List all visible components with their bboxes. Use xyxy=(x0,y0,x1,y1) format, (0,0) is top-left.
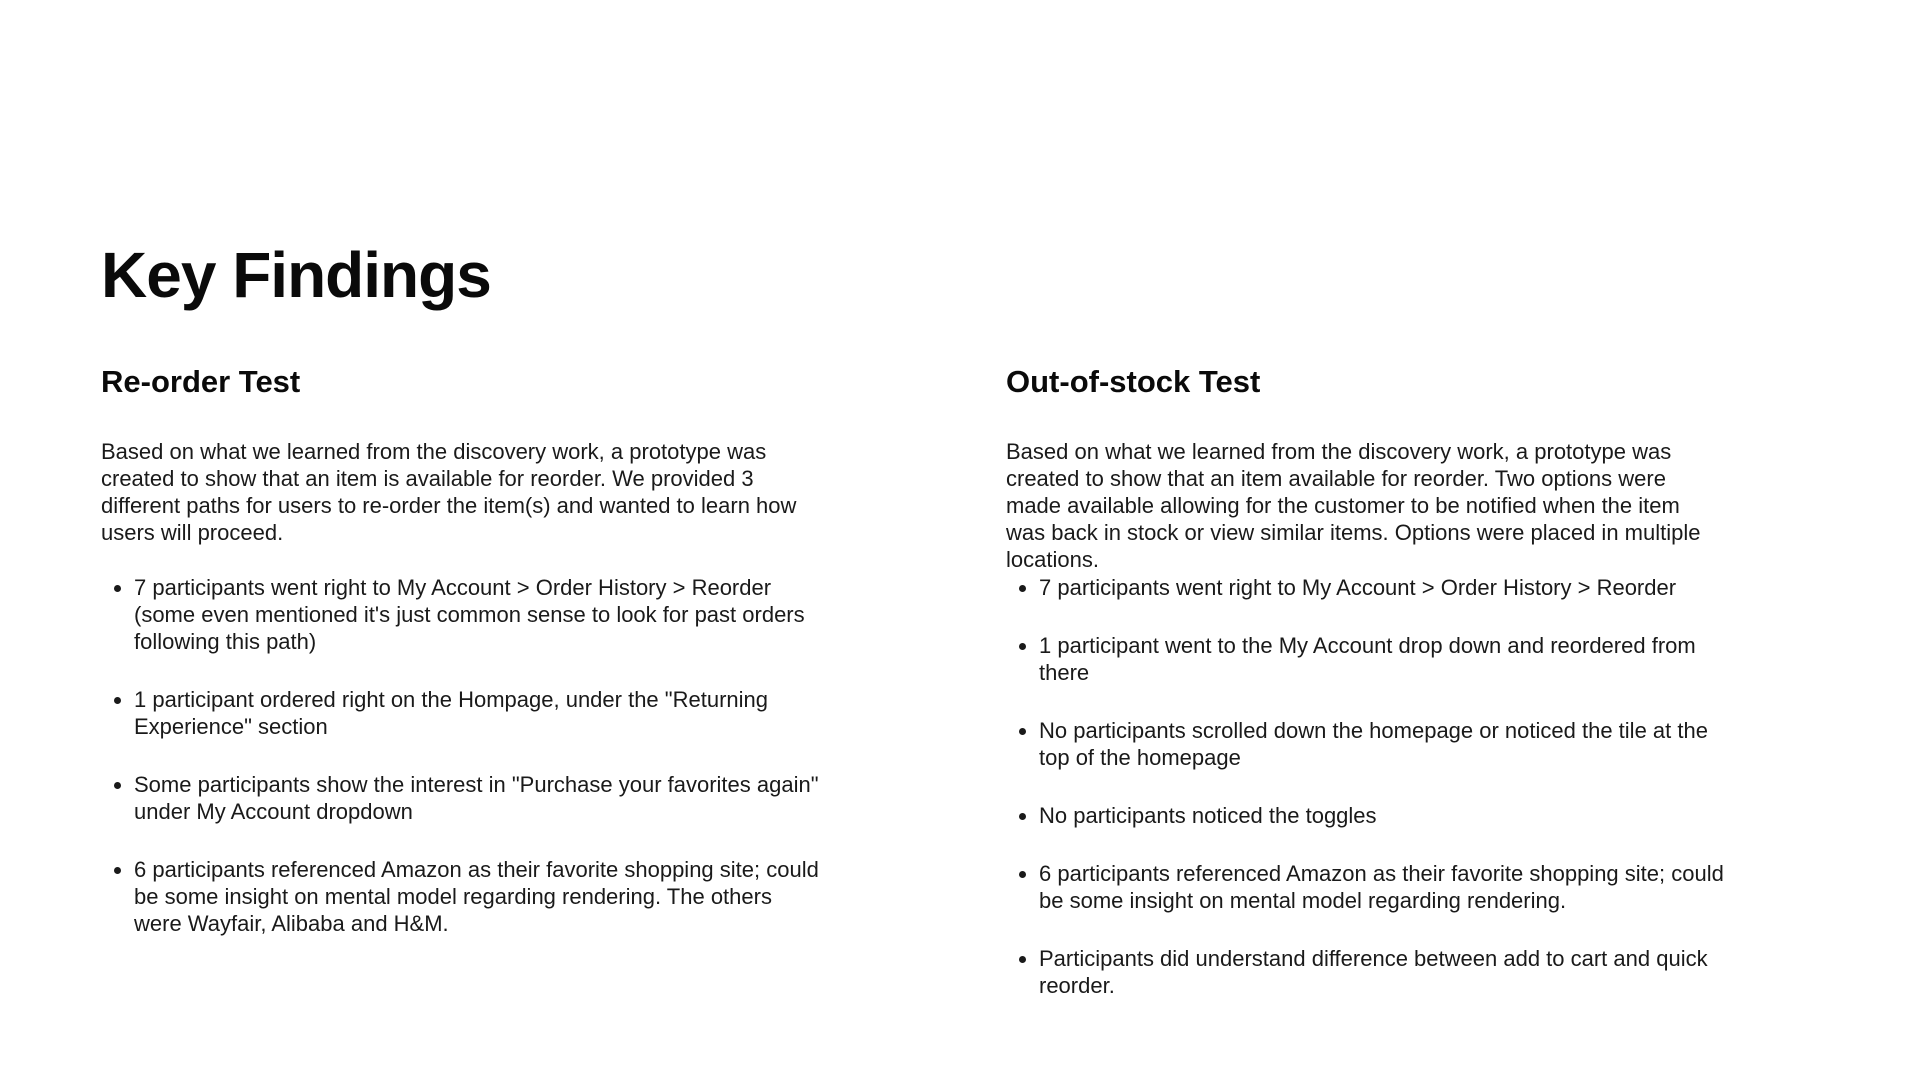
page-title: Key Findings xyxy=(101,239,491,311)
list-item: • 6 participants referenced Amazon as their favorite shopping site; could be some insight on mental model regarding rendering. xyxy=(1039,860,1729,914)
list-item: • Some participants show the interest in "Purchase your favorites again" under My Account dropdown xyxy=(134,771,824,825)
reorder-test-heading: Re-order Test xyxy=(101,364,301,399)
list-item: • No participants noticed the toggles xyxy=(1039,802,1729,829)
list-item: • 7 participants went right to My Account > Order History > Reorder xyxy=(1039,574,1729,601)
list-item: • 1 participant went to the My Account drop down and reordered from there xyxy=(1039,632,1729,686)
list-item: • No participants scrolled down the homepage or noticed the tile at the top of the homepage xyxy=(1039,717,1729,771)
out-of-stock-test-findings-list xyxy=(1006,574,1729,999)
reorder-test-section xyxy=(101,358,821,968)
list-item: • 1 participant ordered right on the Hompage, under the "Returning Experience" section xyxy=(134,686,824,740)
list-item: • 6 participants referenced Amazon as their favorite shopping site; could be some insight on mental model regarding rendering. The others were Wayfair, Alibaba and H&M. xyxy=(134,856,824,937)
reorder-test-findings-list xyxy=(101,574,824,937)
out-of-stock-test-intro: Based on what we learned from the discovery work, a prototype was created to show that an item available for reorder. Two options were made available allowing for the customer to be notified when the item was back in stock or view similar items. Options were placed in multiple locations. xyxy=(1006,439,1701,572)
out-of-stock-test-heading: Out-of-stock Test xyxy=(1006,364,1261,399)
list-item: • Participants did understand difference between add to cart and quick reorder. xyxy=(1039,945,1729,999)
reorder-test-intro: Based on what we learned from the discovery work, a prototype was created to show that an item is available for reorder. We provided 3 different paths for users to re-order the item(s) and wanted to learn how users will proceed. xyxy=(101,439,797,545)
list-item: • 7 participants went right to My Account > Order History > Reorder (some even mentioned it's just common sense to look for past orders following this path) xyxy=(134,574,824,655)
out-of-stock-test-section xyxy=(1006,358,1726,1030)
